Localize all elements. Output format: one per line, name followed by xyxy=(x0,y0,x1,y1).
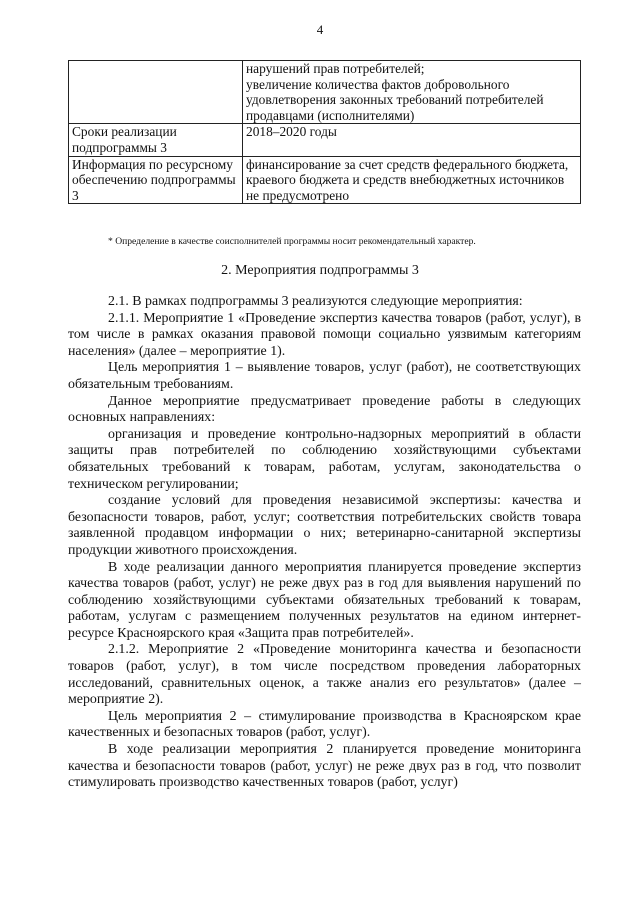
paragraph: 2.1.1. Мероприятие 1 «Проведение экспертиз качества товаров (работ, услуг), в том числе в рамках оказания правовой помощи социально уязвимым категориям населения» (далее – мероприятие 1). xyxy=(68,310,581,359)
table-row xyxy=(69,61,581,124)
body-text xyxy=(68,294,581,792)
table-value-cell xyxy=(243,124,581,156)
table-value-cell xyxy=(243,156,581,204)
paragraph: создание условий для проведения независимой экспертизы: качества и безопасности товаров, работ, услуг; соответствия потребительских свойств товара заявленной продавцом информации о них; ветеринарно-санитарной экспертизы продукции животного происхождения. xyxy=(68,493,581,558)
paragraph: Данное мероприятие предусматривает проведение работы в следующих основных направлениях: xyxy=(68,393,581,426)
table-label-cell: Сроки реализации подпрограммы 3 xyxy=(69,124,243,156)
subprogram-passport-table xyxy=(68,60,581,204)
paragraph: В ходе реализации мероприятия 2 планируется проведение мониторинга качества и безопасности товаров (работ, услуг) не реже двух раз в год, что позволит стимулировать производство качественных товаров (работ, услуг) xyxy=(68,742,581,791)
table-value-line: 2018–2020 годы xyxy=(246,124,337,140)
table-value-cell xyxy=(243,61,581,124)
table-value-line: финансирование за счет средств федерального бюджета, краевого бюджета и средств внебюджетных источников не предусмотрено xyxy=(246,156,569,203)
paragraph: В ходе реализации данного мероприятия планируется проведение экспертиз качества товаров (работ, услуг) не реже двух раз в год для выявления нарушений по соблюдению хозяйствующими субъектами обязательных требований к товарам, работам, услугам с размещением полученных результатов на едином интернет-ресурсе Красноярского края «Защита прав потребителей». xyxy=(68,559,581,641)
table-row xyxy=(69,156,581,204)
paragraph: Цель мероприятия 2 – стимулирование производства в Красноярском крае качественных и безопасных товаров (работ, услуг). xyxy=(68,708,581,741)
table-value-line: увеличение количества фактов добровольного удовлетворения законных требований потребителей продавцами (исполнителями) xyxy=(246,76,544,123)
table-label-cell xyxy=(69,61,243,124)
paragraph: 2.1. В рамках подпрограммы 3 реализуются следующие мероприятия: xyxy=(108,294,523,309)
paragraph: организация и проведение контрольно-надзорных мероприятий в области защиты прав потребителей по соблюдению хозяйствующими субъектами обязательных требований к товарам, работам, услугам, законодательства о техническом регулировании; xyxy=(68,426,581,492)
footnote: * Определение в качестве соисполнителей программы носит рекомендательный характер. xyxy=(108,236,476,247)
section-title: 2. Мероприятия подпрограммы 3 xyxy=(221,263,419,278)
table-label-cell: Информация по ресурсному обеспечению подпрограммы 3 xyxy=(69,156,243,204)
table-row xyxy=(69,124,581,156)
paragraph: 2.1.2. Мероприятие 2 «Проведение мониторинга качества и безопасности товаров (работ, услуг), в том числе посредством проведения лабораторных исследований, сравнительных оценок, а также анализ его результатов» (далее – мероприятие 2). xyxy=(68,642,581,708)
page-number: 4 xyxy=(316,22,324,37)
table-value-line: нарушений прав потребителей; xyxy=(246,61,425,76)
paragraph: Цель мероприятия 1 – выявление товаров, услуг (работ), не соответствующих обязательным требованиям. xyxy=(68,360,581,392)
